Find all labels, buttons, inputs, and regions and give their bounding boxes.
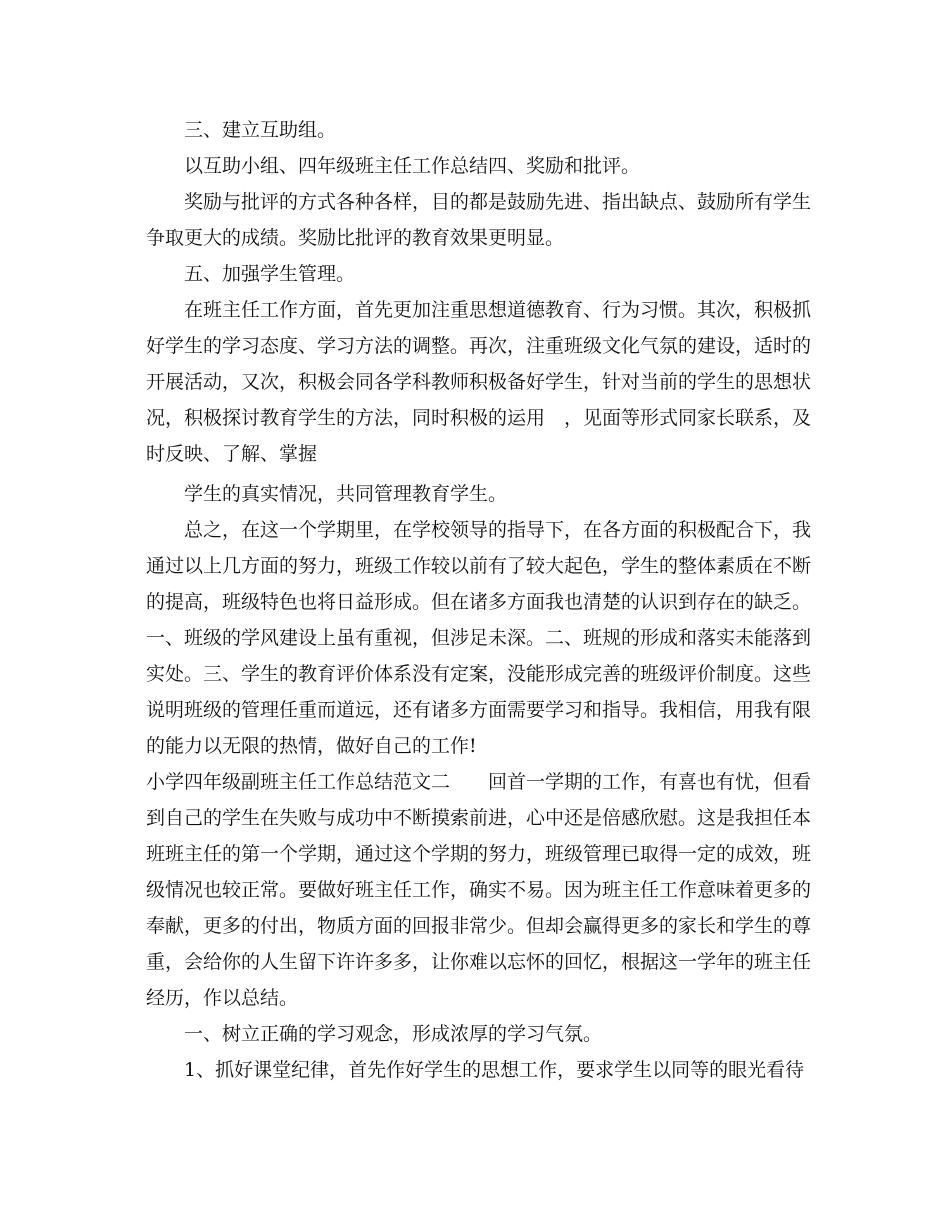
line-text: 以互助小组、四年级班主任工作总结四、奖励和批评。 <box>184 155 641 177</box>
line-text: 到自己的学生在失败与成功中不断摸索前进，心中还是倍感欣慰。这是我担任本 <box>146 807 812 829</box>
line-text: 开展活动，又次，积极会同各学科教师积极备好学生，针对当前的学生的思想状 <box>146 371 812 393</box>
line-text: 级情况也较正常。要做好班主任工作，确实不易。因为班主任工作意味着更多的 <box>146 879 812 901</box>
line-22 <box>0 872 950 908</box>
line-7 <box>0 328 950 364</box>
line-8 <box>0 364 950 400</box>
line-text: 在班主任工作方面，首先更加注重思想道德教育、行为习惯。其次，积极抓 <box>184 299 812 321</box>
line-23 <box>0 908 950 944</box>
line-9 <box>0 400 950 436</box>
line-13 <box>0 548 950 584</box>
line-text: 好学生的学习态度、学习方法的调整。再次，注重班级文化气氛的建设，适时的 <box>146 335 812 357</box>
line-25 <box>0 980 950 1016</box>
line-text: 实处。三、学生的教育评价体系没有定案，没能形成完善的班级评价制度。这些 <box>146 663 812 685</box>
line-12 <box>0 512 950 548</box>
line-text: 1、抓好课堂纪律，首先作好学生的思想工作，要求学生以同等的眼光看待 <box>184 1059 805 1081</box>
line-text: 的能力以无限的热情，做好自己的工作! <box>146 735 477 757</box>
line-text: 经历，作以总结。 <box>146 987 299 1009</box>
line-text: 说明班级的管理任重而道远，还有诸多方面需要学习和指导。我相信，用我有限 <box>146 699 812 721</box>
line-text: 的提高，班级特色也将日益形成。但在诸多方面我也清楚的认识到存在的缺乏。 <box>146 591 812 613</box>
line-20 <box>0 800 950 836</box>
line-21 <box>0 836 950 872</box>
line-text: 三、建立互助组。 <box>184 119 337 141</box>
line-text: 争取更大的成绩。奖励比批评的教育效果更明显。 <box>146 227 565 249</box>
line-text: 小学四年级副班主任工作总结范文二 回首一学期的工作，有喜也有忧，但看 <box>146 771 812 793</box>
line-26 <box>0 1016 950 1052</box>
line-text: 通过以上几方面的努力，班级工作较以前有了较大起色，学生的整体素质在不断 <box>146 555 812 577</box>
line-text: 五、加强学生管理。 <box>184 263 356 285</box>
line-15 <box>0 620 950 656</box>
line-11 <box>0 476 950 512</box>
line-17 <box>0 692 950 728</box>
line-10 <box>0 436 950 472</box>
line-14 <box>0 584 950 620</box>
line-text: 奖励与批评的方式各种各样，目的都是鼓励先进、指出缺点、鼓励所有学生 <box>184 191 812 213</box>
line-2 <box>0 148 950 184</box>
line-6 <box>0 292 950 328</box>
line-text: 奉献，更多的付出，物质方面的回报非常少。但却会赢得更多的家长和学生的尊 <box>146 915 812 937</box>
line-19 <box>0 764 950 800</box>
line-text: 一、树立正确的学习观念，形成浓厚的学习气氛。 <box>184 1023 603 1045</box>
line-text: 一、班级的学风建设上虽有重视，但涉足未深。二、班规的形成和落实未能落到 <box>146 627 812 649</box>
line-text: 班班主任的第一个学期，通过这个学期的努力，班级管理已取得一定的成效，班 <box>146 843 812 865</box>
line-3 <box>0 184 950 220</box>
line-text: 时反映、了解、掌握 <box>146 443 318 465</box>
line-text: 重，会给你的人生留下许许多多，让你难以忘怀的回忆，根据这一学年的班主任 <box>146 951 812 973</box>
line-4 <box>0 220 950 256</box>
line-1 <box>0 112 950 148</box>
line-16 <box>0 656 950 692</box>
line-text: 总之，在这一个学期里，在学校领导的指导下，在各方面的积极配合下，我 <box>184 519 812 541</box>
line-24 <box>0 944 950 980</box>
line-text: 况，积极探讨教育学生的方法，同时积极的运用 ，见面等形式同家长联系，及 <box>146 407 812 429</box>
line-text: 学生的真实情况，共同管理教育学生。 <box>184 483 508 505</box>
line-18 <box>0 728 950 764</box>
line-5 <box>0 256 950 292</box>
line-27 <box>0 1052 950 1088</box>
